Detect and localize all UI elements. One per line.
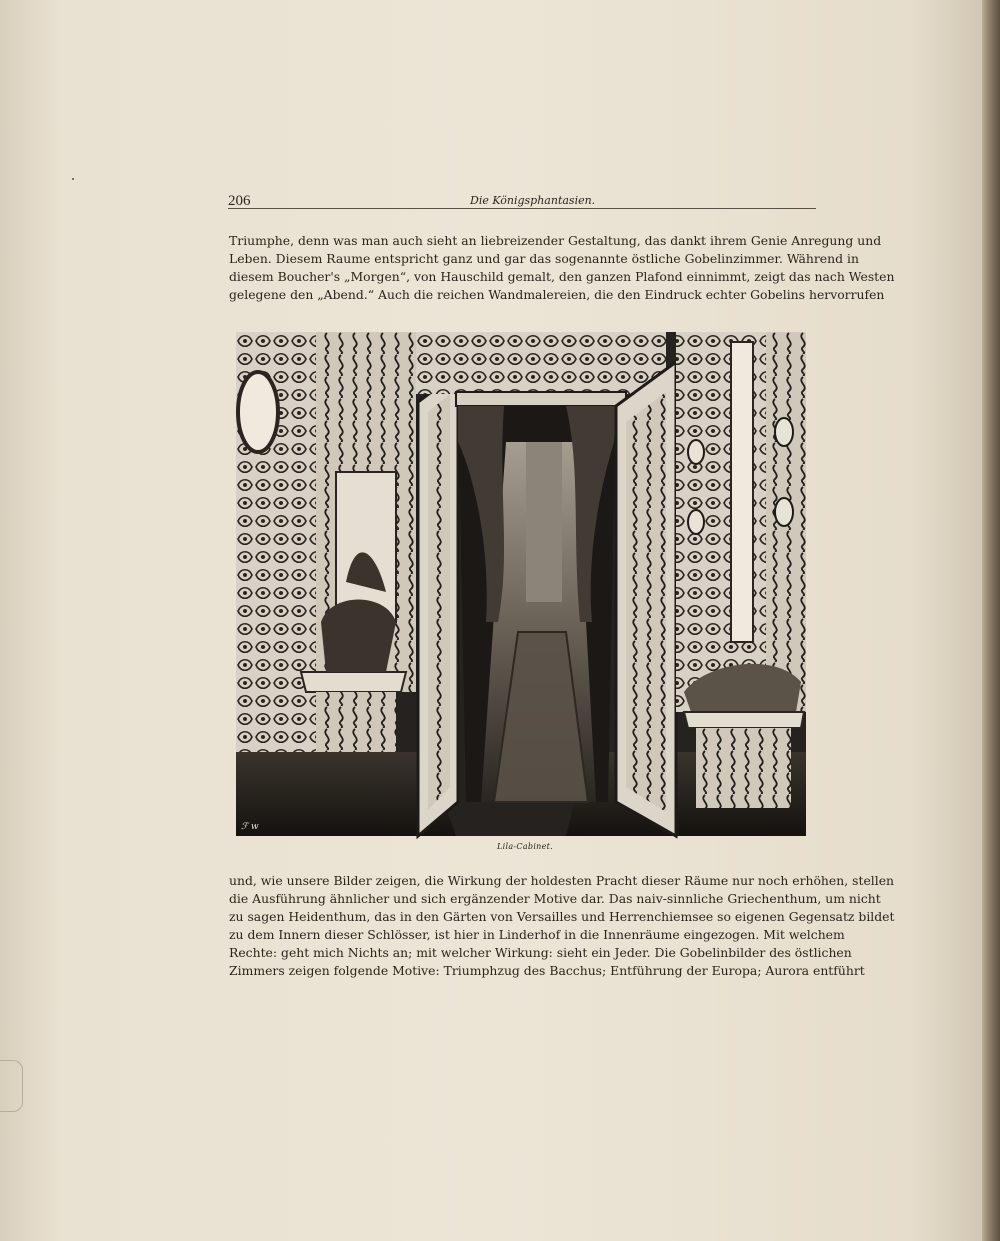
text-line: gelegene den „Abend.“ Auch die reichen Wandmalereien, die den Eindruck echter Gobelins hervorrufen: [229, 287, 885, 302]
book-spine: [982, 0, 1000, 1241]
text-line: die Ausführung ähnlicher und sich ergänzender Motive dar. Das naiv-sinnliche Griechenthum, um nicht: [229, 891, 881, 906]
header-rule: [228, 208, 816, 209]
left-console-table: [301, 672, 406, 692]
text-line: Triumphe, denn was man auch sieht an liebreizender Gestaltung, das dankt ihrem Genie Anregung und: [229, 233, 882, 248]
illustration-plate: [236, 332, 806, 836]
text-line: zu dem Innern dieser Schlösser, ist hier in Linderhof in die Innenräume eingezogen. Mit welchem: [229, 927, 845, 942]
wall-medallion: [238, 372, 278, 452]
figure-caption: Lila-Cabinet.: [497, 842, 554, 851]
right-window: [731, 342, 753, 642]
text-line: und, wie unsere Bilder zeigen, die Wirkung der holdesten Pracht dieser Räume nur noch erhöhen, stellen: [229, 873, 895, 888]
text-line: Rechte: geht mich Nichts an; mit welcher Wirkung: sieht ein Jeder. Die Gobelinbilder des östlichen: [229, 945, 852, 960]
running-title: Die Königsphantasien.: [470, 194, 596, 207]
engraver-monogram: ℱ w: [241, 822, 259, 832]
page-number: 206: [228, 193, 251, 209]
page-clip-mark: [0, 1060, 23, 1112]
room-engraving: [236, 332, 806, 836]
body-text-bottom: [229, 872, 895, 980]
text-line: zu sagen Heidenthum, das in den Gärten von Versailles und Herrenchiemsee so eigenen Gegensatz bildet: [229, 909, 895, 924]
text-line: Leben. Diesem Raume entspricht ganz und gar das sogenannte östliche Gobelinzimmer. Während in: [229, 251, 859, 266]
door-lintel: [416, 332, 666, 394]
text-line: diesem Boucher's „Morgen“, von Hauschild gemalt, den ganzen Plafond einnimmt, zeigt das nach Westen: [229, 269, 895, 284]
paper-speck: [72, 178, 74, 180]
body-text-top: [229, 232, 895, 304]
text-line: Zimmers zeigen folgende Motive: Triumphzug des Bacchus; Entführung der Europa; Aurora entführt: [229, 963, 865, 978]
right-console-table: [684, 712, 804, 728]
